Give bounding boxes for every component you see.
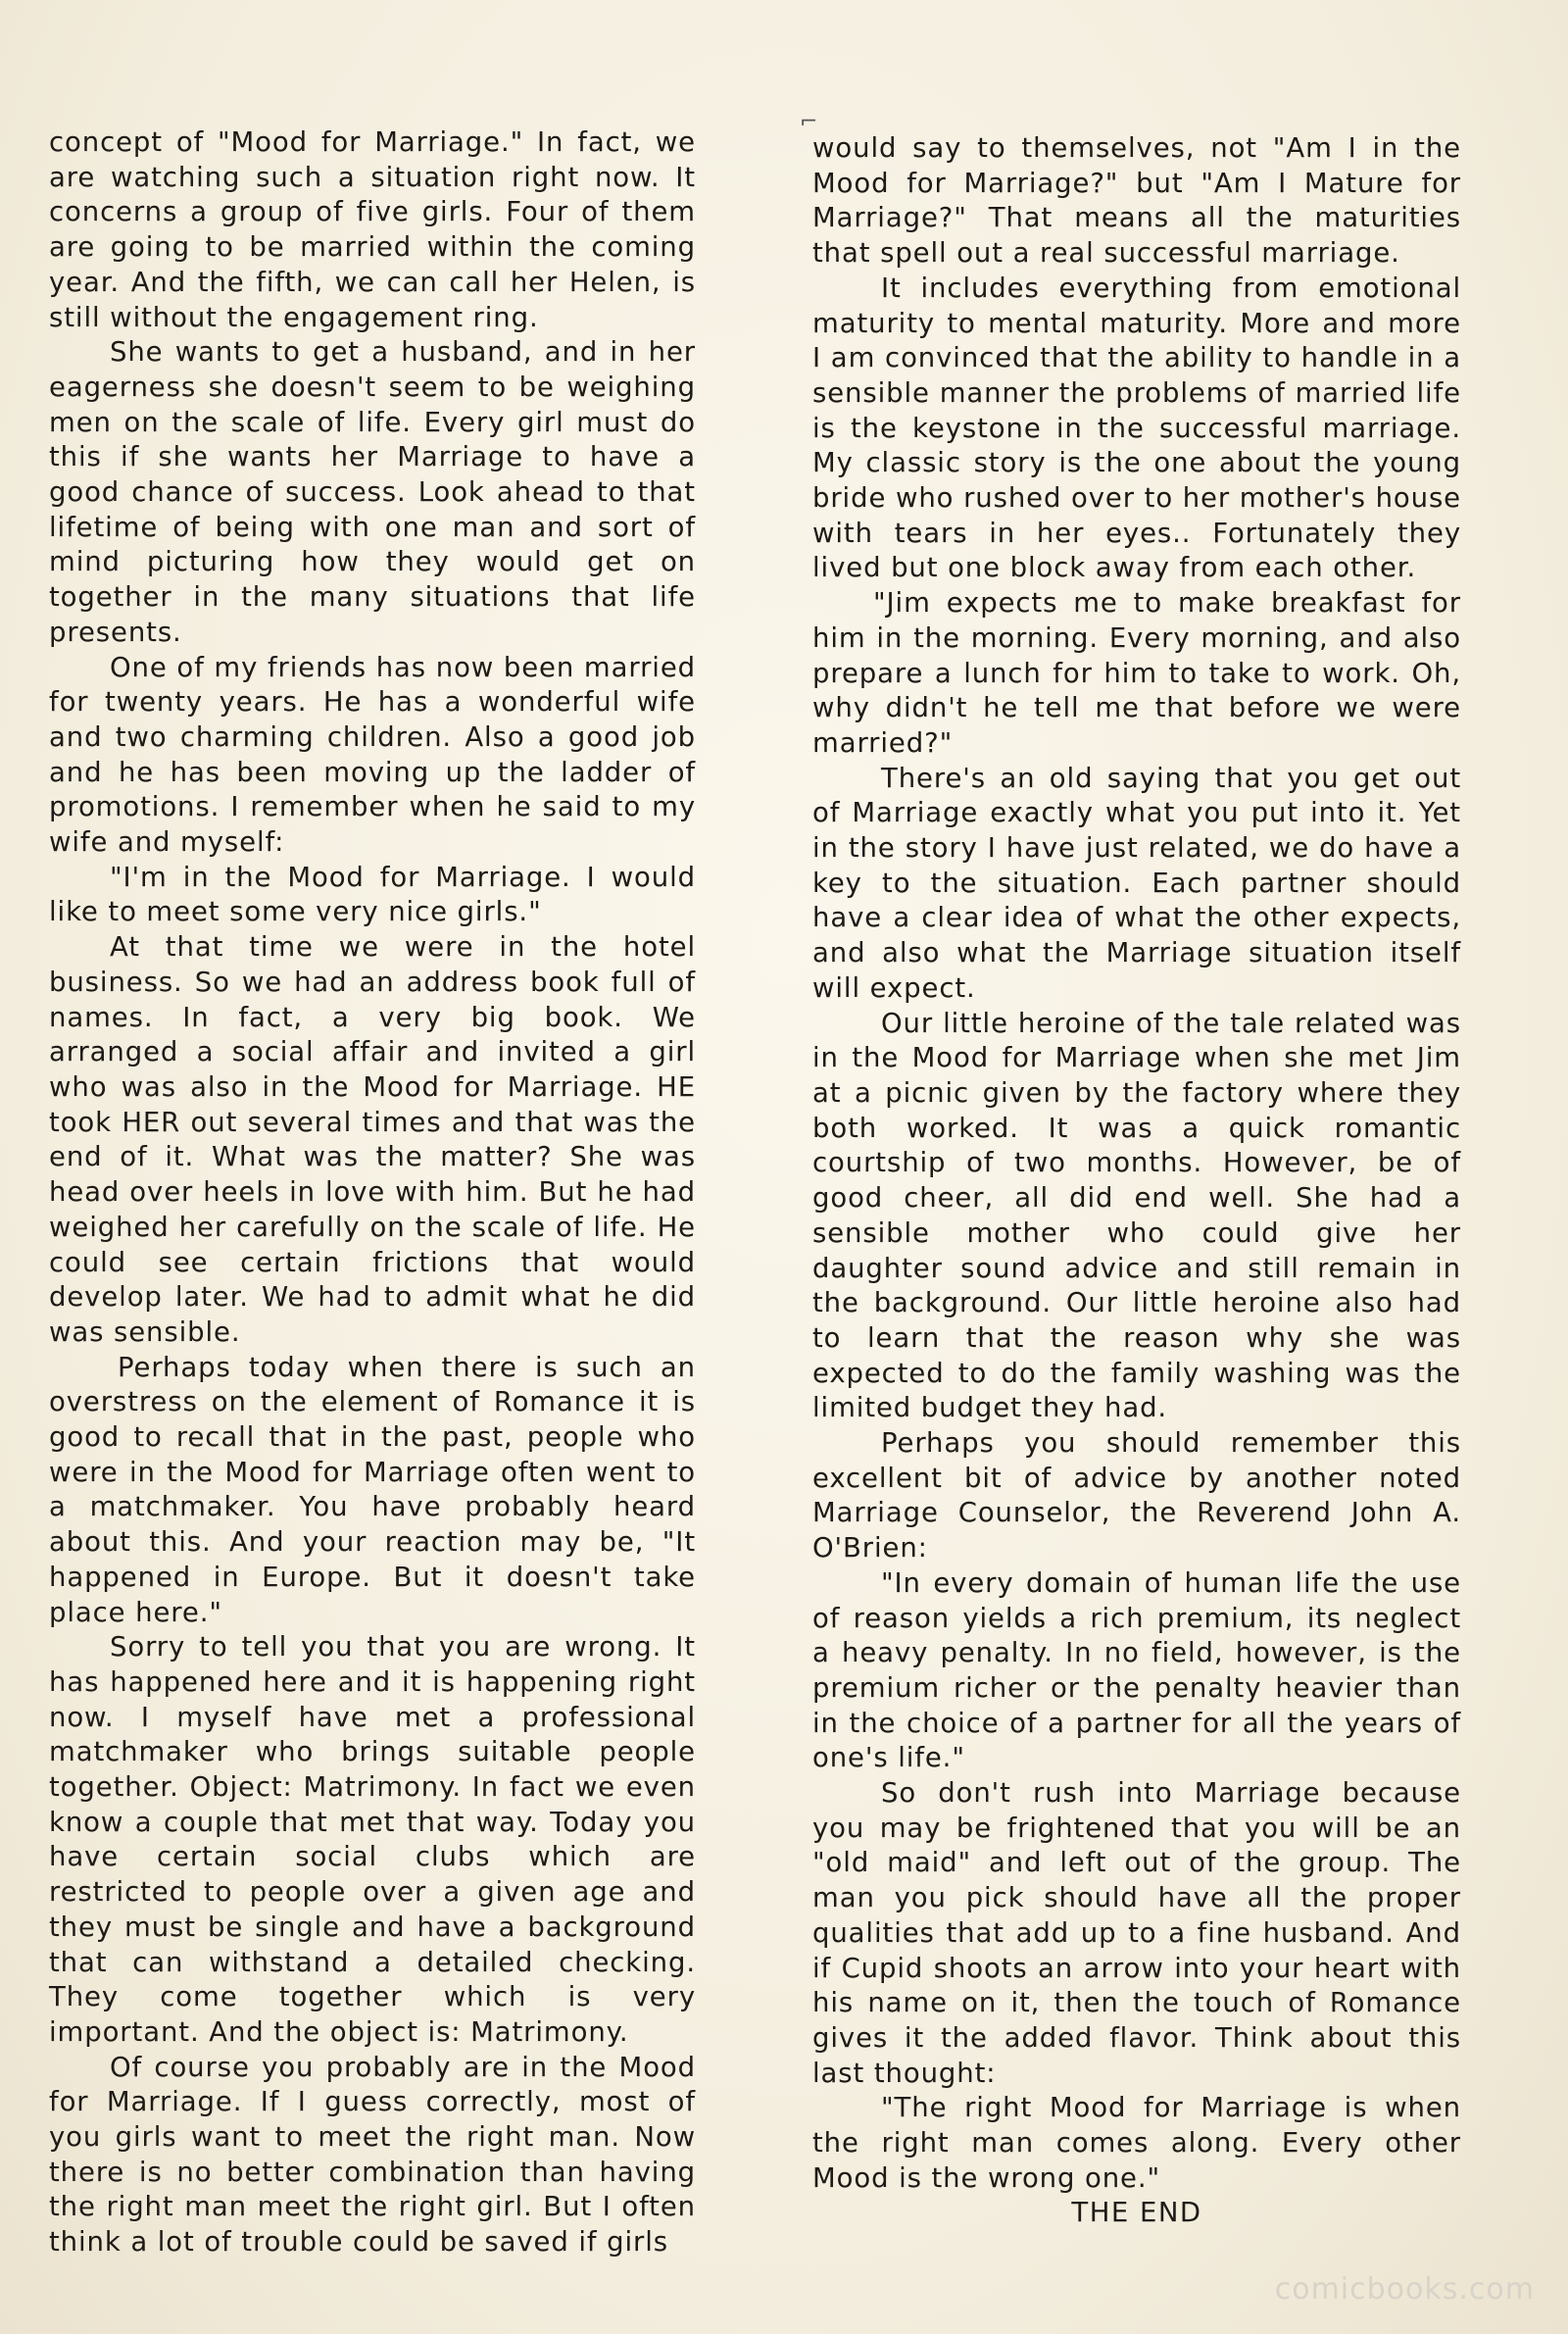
margin-mark: ⌐ bbox=[800, 110, 818, 134]
quote-paragraph: "In every domain of human life the use of reason yields a rich premium, its neglect a heavy penalty. In no field, however, is the premium richer or the penalty heavier than in the choice of a partner for all the years of one's life." bbox=[812, 1566, 1461, 1774]
paragraph: She wants to get a husband, and in her eagerness she doesn't seem to be weighing men on the scale of life. Every girl must do this if she wants her Marriage to have a good chance of success. Look ahead to that lifetime of being with one man and sort of mind picturing how they would get on together in the many situations that life presents. bbox=[49, 336, 696, 648]
paragraph: Sorry to tell you that you are wrong. It has happened here and it is happening right now. I myself have met a professional matchmaker who brings suitable people together. Object: Matrimony. In fact we even know a couple that met that way. Today you have certain social clubs which are restricted to people over a given age and they must be single and have a background that can withstand a detailed checking. They come together which is very important. And the object is: Matrimony. bbox=[49, 1631, 696, 2048]
paragraph: concept of "Mood for Marriage." In fact, we are watching such a situation right now. It concerns a group of five girls. Four of them are going to be married within the coming year. And the fifth, we can call her Helen, is still without the engagement ring. bbox=[49, 126, 696, 333]
paragraph: Perhaps you should remember this excellent bit of advice by another noted Marriage Counselor, the Reverend John A. O'Brien: bbox=[812, 1427, 1461, 1564]
paragraph: It includes everything from emotional maturity to mental maturity. More and more I am convinced that the ability to handle in a sensible manner the problems of married life is the keystone in the successful marriage. My classic story is the one about the young bride who rushed over to her mother's house with tears in her eyes.. Fortunately they lived but one block away from each other. bbox=[812, 272, 1461, 584]
paragraph: "Jim expects me to make breakfast for him in the morning. Every morning, and also prepare a lunch for him to take to work. Oh, why didn't he tell me that before we were married?" bbox=[812, 587, 1461, 759]
paragraph: One of my friends has now been married for twenty years. He has a wonderful wife and two charming children. Also a good job and he has been moving up the ladder of promotions. I remember when he said to my wife and myself: bbox=[49, 651, 696, 859]
paragraph: Perhaps today when there is such an overstress on the element of Romance it is good to recall that in the past, people who were in the Mood for Marriage often went to a matchmaker. You have probably heard about this. And your reaction may be, "It happened in Europe. But it doesn't take place here." bbox=[49, 1351, 696, 1628]
paragraph: So don't rush into Marriage because you may be frightened that you will be an "old maid" and left out of the group. The man you pick should have all the proper qualities that add up to a fine husband. And if Cupid shoots an arrow into your heart with his name on it, then the touch of Romance gives it the added flavor. Think about this last thought: bbox=[812, 1777, 1461, 2089]
left-column bbox=[49, 125, 696, 2260]
the-end-label: THE END bbox=[1071, 2197, 1202, 2229]
paragraph: Of course you probably are in the Mood for Marriage. If I guess correctly, most of you girls want to meet the right man. Now there is no better combination than having the right man meet the right girl. But I often think a lot of trouble could be saved if girls bbox=[49, 2051, 696, 2259]
right-column bbox=[812, 131, 1461, 2231]
paragraph: would say to themselves, not "Am I in the Mood for Marriage?" but "Am I Mature for Marriage?" That means all the maturities that spell out a real successful marriage. bbox=[812, 132, 1461, 270]
paragraph: At that time we were in the hotel business. So we had an address book full of names. In fact, a very big book. We arranged a social affair and invited a girl who was also in the Mood for Marriage. HE took HER out several times and that was the end of it. What was the matter? She was head over heels in love with him. But he had weighed her carefully on the scale of life. He could see certain frictions that would develop later. We had to admit what he did was sensible. bbox=[49, 931, 696, 1348]
quote-paragraph: "The right Mood for Marriage is when the right man comes along. Every other Mood is the wrong one." bbox=[812, 2092, 1461, 2194]
paragraph: "I'm in the Mood for Marriage. I would like to meet some very nice girls." bbox=[49, 861, 696, 928]
paragraph: There's an old saying that you get out of Marriage exactly what you put into it. Yet in the story I have just related, we do have a key to the situation. Each partner should have a clear idea of what the other expects, and also what the Marriage situation itself will expect. bbox=[812, 762, 1461, 1004]
watermark: comicbooks.com bbox=[1274, 2272, 1535, 2307]
paragraph: Our little heroine of the tale related was in the Mood for Marriage when she met Jim at a picnic given by the factory where they both worked. It was a quick romantic courtship of two months. However, be of good cheer, all did end well. She had a sensible mother who could give her daughter sound advice and still remain in the background. Our little heroine also had to learn that the reason why she was expected to do the family washing was the limited budget they had. bbox=[812, 1007, 1461, 1424]
